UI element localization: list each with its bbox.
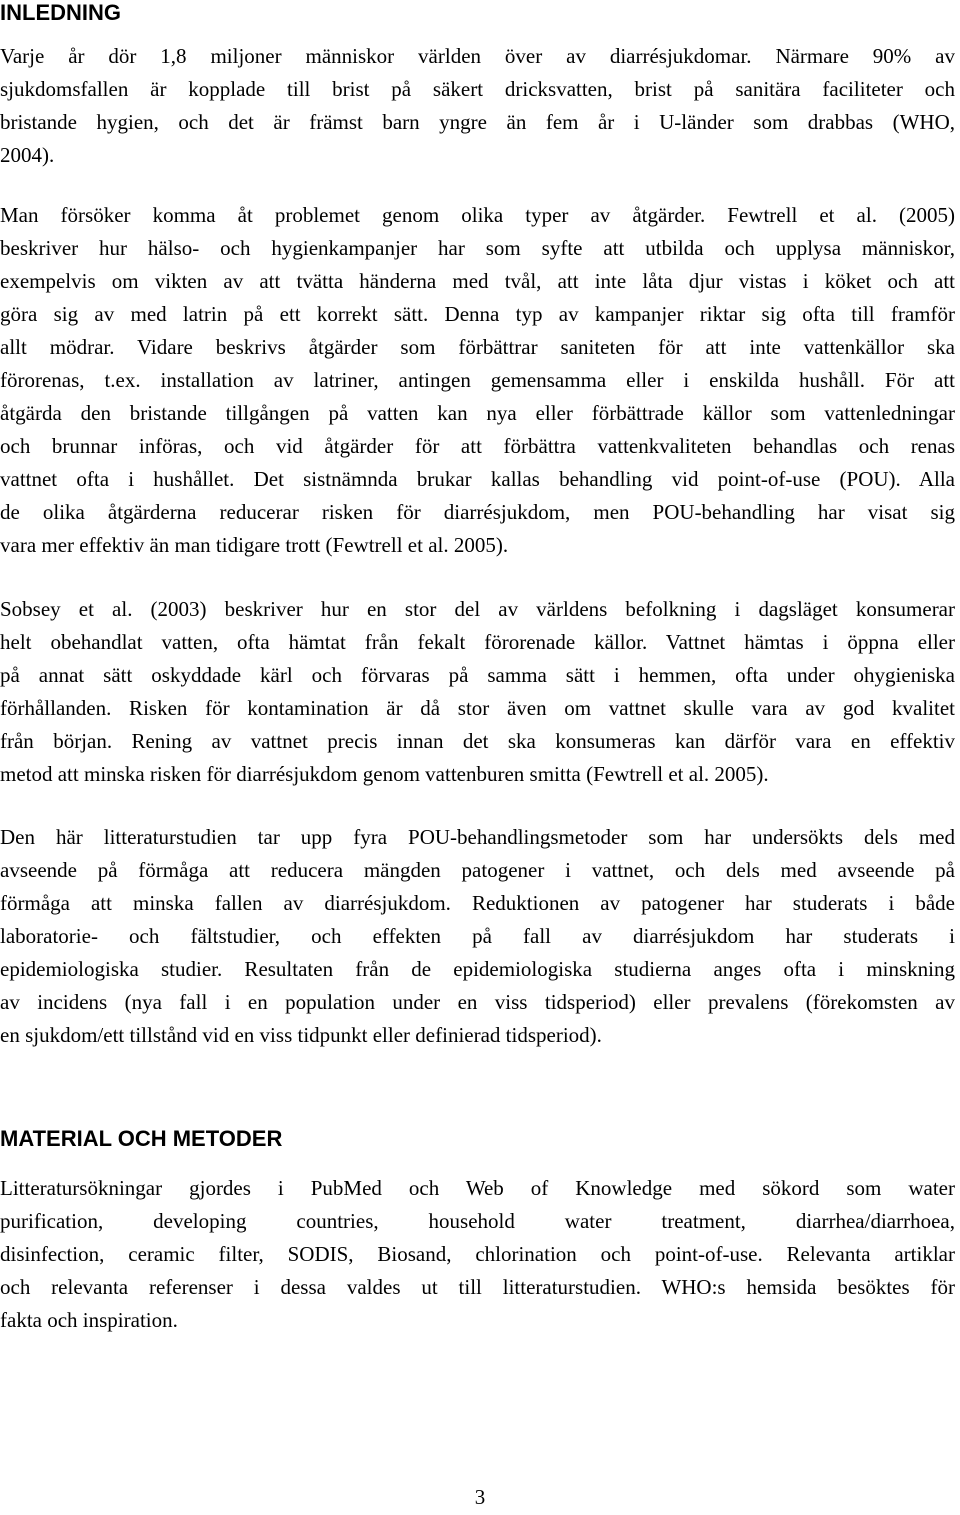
text-line: förhållanden. Risken för kontamination är då stor även om vattnet skulle vara av god kvalitet	[0, 696, 955, 720]
text-line: exempelvis om vikten av att tvätta händerna med tvål, att inte låta djur vistas i köket och att	[0, 269, 955, 293]
text-line: laboratorie- och fältstudier, och effekten på fall av diarrésjukdom har studerats i	[0, 924, 955, 948]
text-line: åtgärda den bristande tillgången på vatten kan nya eller förbättrade källor som vattenledningar	[0, 401, 955, 425]
text-line: av incidens (nya fall i en population under en viss tidsperiod) eller prevalens (förekomsten av	[0, 990, 955, 1014]
paragraph-methods	[0, 1172, 955, 1337]
section-heading-inledning: INLEDNING	[0, 0, 121, 25]
text-line: på annat sätt oskyddade kärl och förvaras på samma sätt i hemmen, ofta under ohygieniska	[0, 663, 955, 687]
text-line: göra sig av med latrin på ett korrekt sätt. Denna typ av kampanjer riktar sig ofta till framför	[0, 302, 955, 326]
text-line: purification, developing countries, household water treatment, diarrhea/diarrhoea,	[0, 1209, 955, 1233]
page-number: 3	[474, 1485, 486, 1509]
text-line: bristande hygien, och det är främst barn yngre än fem år i U-länder som drabbas (WHO,	[0, 110, 955, 134]
paragraph-sobsey	[0, 593, 955, 791]
text-line: metod att minska risken för diarrésjukdom genom vattenburen smitta (Fewtrell et al. 2005).	[0, 762, 769, 786]
text-line: vattnet ofta i hushållet. Det sistnämnda brukar kallas behandling vid point-of-use (POU). Alla	[0, 467, 955, 491]
text-line: förorenas, t.ex. installation av latriner, antingen gemensamma eller i enskilda hushåll. För att	[0, 368, 955, 392]
text-line: vara mer effektiv än man tidigare trott (Fewtrell et al. 2005).	[0, 533, 509, 557]
paragraph-intro	[0, 40, 955, 172]
text-line: Man försöker komma åt problemet genom olika typer av åtgärder. Fewtrell et al. (2005)	[0, 203, 955, 227]
text-line: Den här litteraturstudien tar upp fyra POU-behandlingsmetoder som har undersökts dels med	[0, 825, 955, 849]
text-line: från början. Rening av vattnet precis innan det ska konsumeras kan därför vara en effektiv	[0, 729, 955, 753]
paragraph-study-scope	[0, 821, 955, 1052]
text-line: fakta och inspiration.	[0, 1308, 178, 1332]
paragraph-measures	[0, 199, 955, 562]
text-line: de olika åtgärderna reducerar risken för diarrésjukdom, men POU-behandling har visat sig	[0, 500, 955, 524]
text-line: och relevanta referenser i dessa valdes ut till litteraturstudien. WHO:s hemsida besöktes för	[0, 1275, 955, 1299]
text-line: en sjukdom/ett tillstånd vid en viss tidpunkt eller definierad tidsperiod).	[0, 1023, 602, 1047]
text-line: helt obehandlat vatten, ofta hämtat från fekalt förorenade källor. Vattnet hämtas i öppna eller	[0, 630, 955, 654]
text-line: sjukdomsfallen är kopplade till brist på säkert dricksvatten, brist på sanitära faciliteter och	[0, 77, 955, 101]
text-line: beskriver hur hälso- och hygienkampanjer har som syfte att utbilda och upplysa människor,	[0, 236, 955, 260]
text-line: epidemiologiska studier. Resultaten från de epidemiologiska studierna anges ofta i minskning	[0, 957, 955, 981]
text-line: avseende på förmåga att reducera mängden patogener i vattnet, och dels med avseende på	[0, 858, 955, 882]
text-line: 2004).	[0, 143, 55, 167]
text-line: Sobsey et al. (2003) beskriver hur en stor del av världens befolkning i dagsläget konsumerar	[0, 597, 955, 621]
text-line: och brunnar införas, och vid åtgärder för att förbättra vattenkvaliteten behandlas och renas	[0, 434, 955, 458]
text-line: disinfection, ceramic filter, SODIS, Biosand, chlorination och point-of-use. Relevanta artiklar	[0, 1242, 955, 1266]
text-line: allt mödrar. Vidare beskrivs åtgärder som förbättrar saniteten för att inte vattenkällor ska	[0, 335, 955, 359]
section-heading-material: MATERIAL OCH METODER	[0, 1126, 283, 1151]
text-line: Litteratursökningar gjordes i PubMed och Web of Knowledge med sökord som water	[0, 1176, 955, 1200]
text-line: Varje år dör 1,8 miljoner människor världen över av diarrésjukdomar. Närmare 90% av	[0, 44, 955, 68]
text-line: förmåga att minska fallen av diarrésjukdom. Reduktionen av patogener har studerats i både	[0, 891, 955, 915]
